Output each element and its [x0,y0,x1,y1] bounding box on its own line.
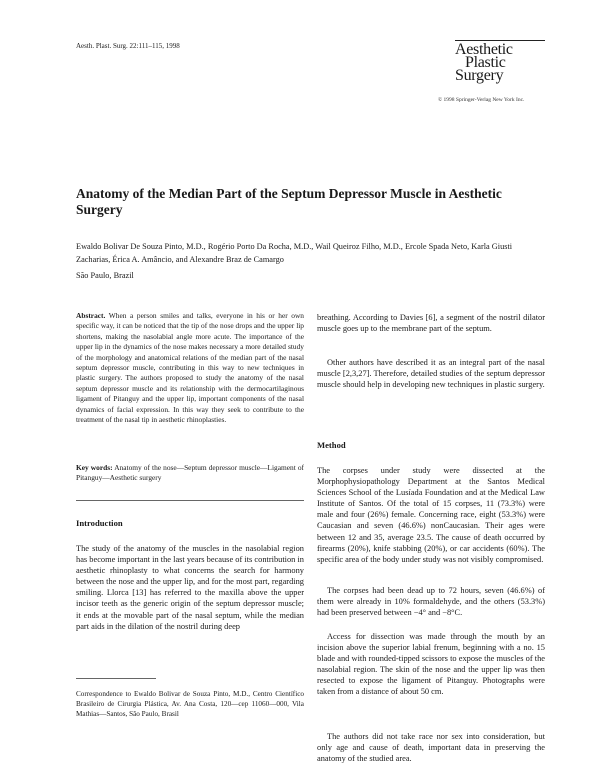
correspondence-footnote: Correspondence to Ewaldo Bolivar de Souza Pinto, M.D., Centro Científico Brasileiro de Cirurgia Plástica, Av. Ana Costa, 120—cep 11060—000, Vila Mathias—Santos, São Paulo, Brasil [76,690,304,719]
method-heading: Method [317,440,346,450]
introduction-heading: Introduction [76,518,123,528]
keywords-text: Anatomy of the nose—Septum depressor muscle—Ligament of Pitanguy—Aesthetic surgery [76,463,304,483]
affiliation: São Paulo, Brazil [76,271,134,280]
copyright-notice: © 1998 Springer-Verlag New York Inc. [438,97,525,103]
method-paragraph-3 [317,631,545,698]
section-divider [76,500,304,501]
logo-line-aesthetic: Aesthetic [455,41,513,58]
abstract-text: When a person smiles and talks, everyone in his or her own specific way, it can be noticed that the tip of the nose drops and the upper lip shortens, making the nasolabial angle more acute. The importance of the upper lip in the dynamics of the nose makes necessary a more detailed study of the morphology and anatomical relations of the median part of the nasal septum depressor muscle, contributing in this way to new techniques in plastic surgery. The authors proposed to study the anatomy of the nasal septum depressor muscle and its relationship with the dermocartilaginous ligament of Pitanguy and the upper lip, important components of the nasal dynamics of facial expression. In this way they seek to contribute to the treatment of the nasal tip in aesthetic rhinoplasties. [76,311,304,425]
method-paragraph-1: The corpses under study were dissected at the Morphophysiopathology Department at the Santos Medical Sciences School of the Lusíada Foundation and at the Medical Law Institute of Santos. Of the total of 15 corpses, 11 (73.3%) were male and four (26%) female. Concerning race, eight (53.3%) were Caucasian and seven (46.6%) nonCaucasian. Their ages were between 12 and 35, average 23.5. The cause of death occurred by firearms (20%), knife stabbing (20%), or car accidents (60%). The specific area of the body under study was not visibly compromised. [317,466,545,564]
introduction-p2-text: Other authors have described it as an integral part of the nasal muscle [2,3,27]. Therefore, detailed studies of the septum depressor muscle should help in developing new techniques in plastic surgery. [317,358,545,390]
method-paragraph-2 [317,585,545,618]
introduction-paragraph-1: The study of the anatomy of the muscles in the nasolabial region has become important in the last years because of its contribution in aesthetic rhinoplasty to what concerns the search for harmony between the nose and the upper lip, and for the most part, regarding smiling. Llorca [13] has referred to the maxilla above the upper incisor teeth as the generic origin of the septum depressor muscle; it ends at the movable part of the nasal septum, while the median part aids in the dilation of the nostril during deep [76,544,304,631]
journal-logo [455,40,545,82]
abstract [76,311,304,425]
keywords-label: Key words: [76,463,113,472]
logo-line-plastic: Plastic [465,54,506,71]
logo-line-surgery: Surgery [455,67,504,84]
footnote-divider [76,678,156,679]
introduction-paragraph-1-continued: breathing. According to Davies [6], a segment of the nostril dilator muscle goes up to the membrane part of the septum. [317,313,545,334]
introduction-paragraph-2 [317,357,545,390]
journal-reference: Aesth. Plast. Surg. 22:111–115, 1998 [76,42,180,50]
abstract-label: Abstract. [76,311,106,320]
method-p4-text: The authors did not take race nor sex into consideration, but only age and cause of death, important data in preserving the anatomy of the studied area. [317,732,545,764]
keywords [76,463,304,484]
author-list: Ewaldo Bolivar De Souza Pinto, M.D., Rogério Porto Da Rocha, M.D., Wail Queiroz Filho, M.D., Ercole Spada Neto, Karla Giusti Zacharias, Érica A. Amâncio, and Alexandre Braz de Camargo [76,242,513,264]
method-p2-text: The corpses had been dead up to 72 hours, seven (46.6%) of them were already in 10% formaldehyde, and the others (53.3%) had been preserved between −4° and −8°C. [317,586,545,618]
method-p3-text: Access for dissection was made through the mouth by an incision above the superior labial frenum, beginning with a no. 15 blade and with rounded-tipped scissors to expose the muscles of the nasolabial region. The skin of the nose and the upper lip was then resected to expose the ligament of Pitanguy. Photographs were taken from a distance of about 50 cm. [317,632,545,697]
article-title: Anatomy of the Median Part of the Septum Depressor Muscle in Aesthetic Surgery [76,186,502,217]
method-paragraph-4 [317,731,545,764]
